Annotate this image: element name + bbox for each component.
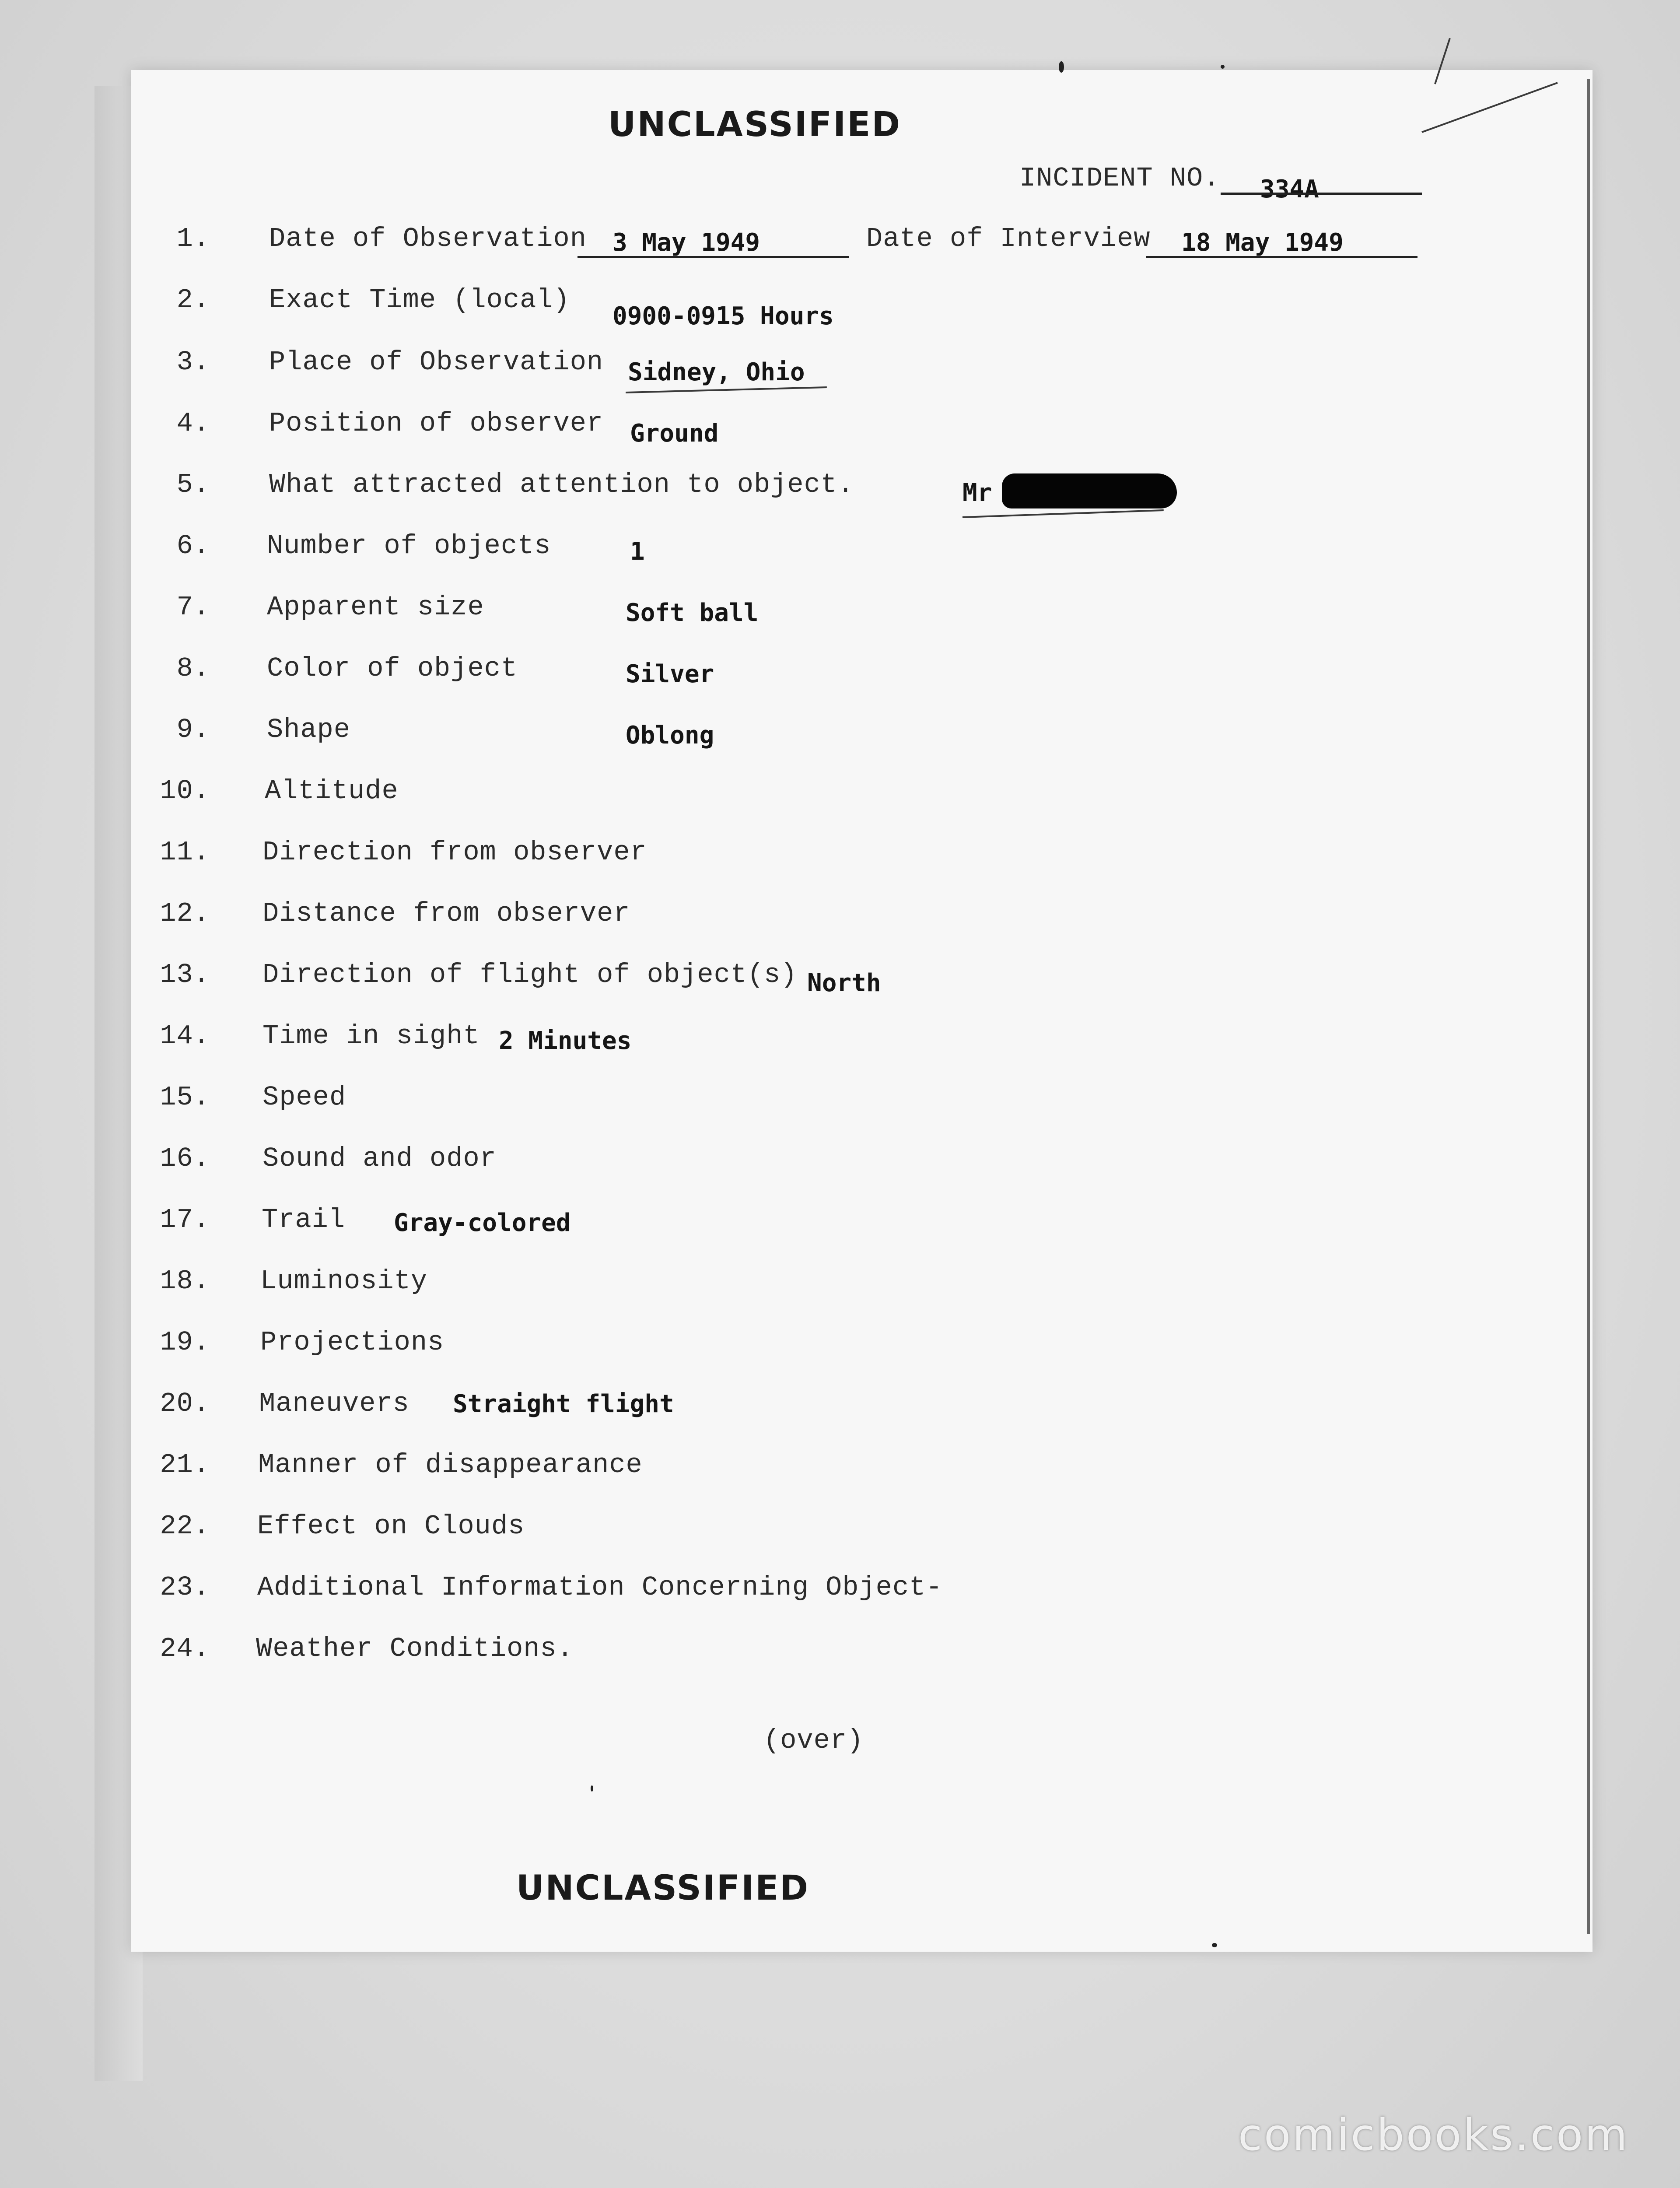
redaction-bar	[1002, 473, 1177, 508]
item-number: 3.	[176, 347, 210, 378]
incident-number: 334A	[1260, 175, 1319, 203]
item-label: Sound and odor	[262, 1143, 497, 1174]
item-number: 9.	[176, 714, 210, 745]
item-number: 17.	[160, 1204, 210, 1235]
item-number: 24.	[160, 1633, 210, 1664]
incident-label: INCIDENT NO.	[1019, 163, 1220, 194]
item-number: 2.	[176, 284, 210, 316]
item-number: 7.	[176, 592, 210, 623]
item-number: 11.	[160, 837, 210, 868]
item-value: Sidney, Ohio	[628, 358, 805, 386]
item-label: Effect on Clouds	[257, 1511, 525, 1542]
value-line	[578, 256, 849, 258]
item-label: Speed	[262, 1082, 346, 1113]
item-value: Straight flight	[453, 1390, 674, 1418]
watermark: comicbooks.com	[1238, 2109, 1629, 2160]
item-number: 18.	[160, 1266, 210, 1297]
item-value: Silver	[626, 660, 714, 688]
item-number: 21.	[160, 1449, 210, 1480]
item-label: Time in sight	[262, 1020, 480, 1052]
item-number: 1.	[176, 223, 210, 254]
item-value: North	[807, 969, 881, 997]
item-number: 22.	[160, 1511, 210, 1542]
item-value: Gray-colored	[394, 1209, 571, 1237]
item-number: 13.	[160, 959, 210, 990]
item-value: 2 Minutes	[499, 1027, 632, 1055]
item-label: Number of objects	[267, 530, 551, 561]
item-value: Oblong	[626, 721, 714, 750]
item-value: 3 May 1949	[612, 228, 760, 257]
item-number: 19.	[160, 1327, 210, 1358]
item-label: Additional Information Concerning Object-	[257, 1572, 943, 1603]
speck	[1059, 61, 1064, 73]
classification-stamp-top: UNCLASSIFIED	[608, 105, 902, 144]
item-label: Shape	[267, 714, 351, 745]
incident-number-line	[1221, 193, 1422, 195]
item-value: 1	[630, 537, 645, 566]
item-label: Color of object	[267, 653, 518, 684]
item-label: Distance from observer	[262, 898, 630, 929]
item-number: 6.	[176, 530, 210, 561]
item-number: 4.	[176, 408, 210, 439]
over-note: (over)	[763, 1725, 864, 1756]
item-number: 23.	[160, 1572, 210, 1603]
item-label: Exact Time (local)	[269, 284, 570, 316]
item-number: 15.	[160, 1082, 210, 1113]
item-label: Luminosity	[260, 1266, 428, 1297]
item-number: 10.	[160, 775, 210, 806]
item-value: Ground	[630, 419, 719, 448]
item-label: Apparent size	[267, 592, 484, 623]
item-label: Direction of flight of object(s)	[262, 959, 798, 990]
item-label: Trail	[262, 1204, 346, 1235]
item-number: 12.	[160, 898, 210, 929]
item-number: 8.	[176, 653, 210, 684]
item-value: Mr	[962, 479, 992, 507]
item-label: Direction from observer	[262, 837, 647, 868]
interview-line	[1146, 256, 1418, 258]
item-number: 20.	[160, 1388, 210, 1419]
page-edge-line	[1587, 79, 1590, 1934]
interview-label: Date of Interview	[866, 223, 1151, 254]
item-label: Manner of disappearance	[258, 1449, 643, 1480]
item-label: Place of Observation	[269, 347, 604, 378]
item-number: 5.	[176, 469, 210, 500]
item-label: Weather Conditions.	[256, 1633, 574, 1664]
item-number: 14.	[160, 1020, 210, 1052]
item-value: 0900-0915 Hours	[612, 302, 834, 330]
speck	[1221, 65, 1225, 69]
item-label: Projections	[260, 1327, 444, 1358]
item-value: Soft ball	[626, 599, 759, 627]
speck	[591, 1785, 593, 1792]
item-label: Altitude	[265, 775, 399, 806]
item-label: Maneuvers	[259, 1388, 410, 1419]
item-number: 16.	[160, 1143, 210, 1174]
item-label: Position of observer	[269, 408, 604, 439]
item-label: What attracted attention to object.	[269, 469, 854, 500]
interview-value: 18 May 1949	[1181, 228, 1344, 257]
speck	[1212, 1943, 1217, 1947]
item-label: Date of Observation	[269, 223, 587, 254]
classification-stamp-bottom: UNCLASSIFIED	[516, 1869, 810, 1908]
